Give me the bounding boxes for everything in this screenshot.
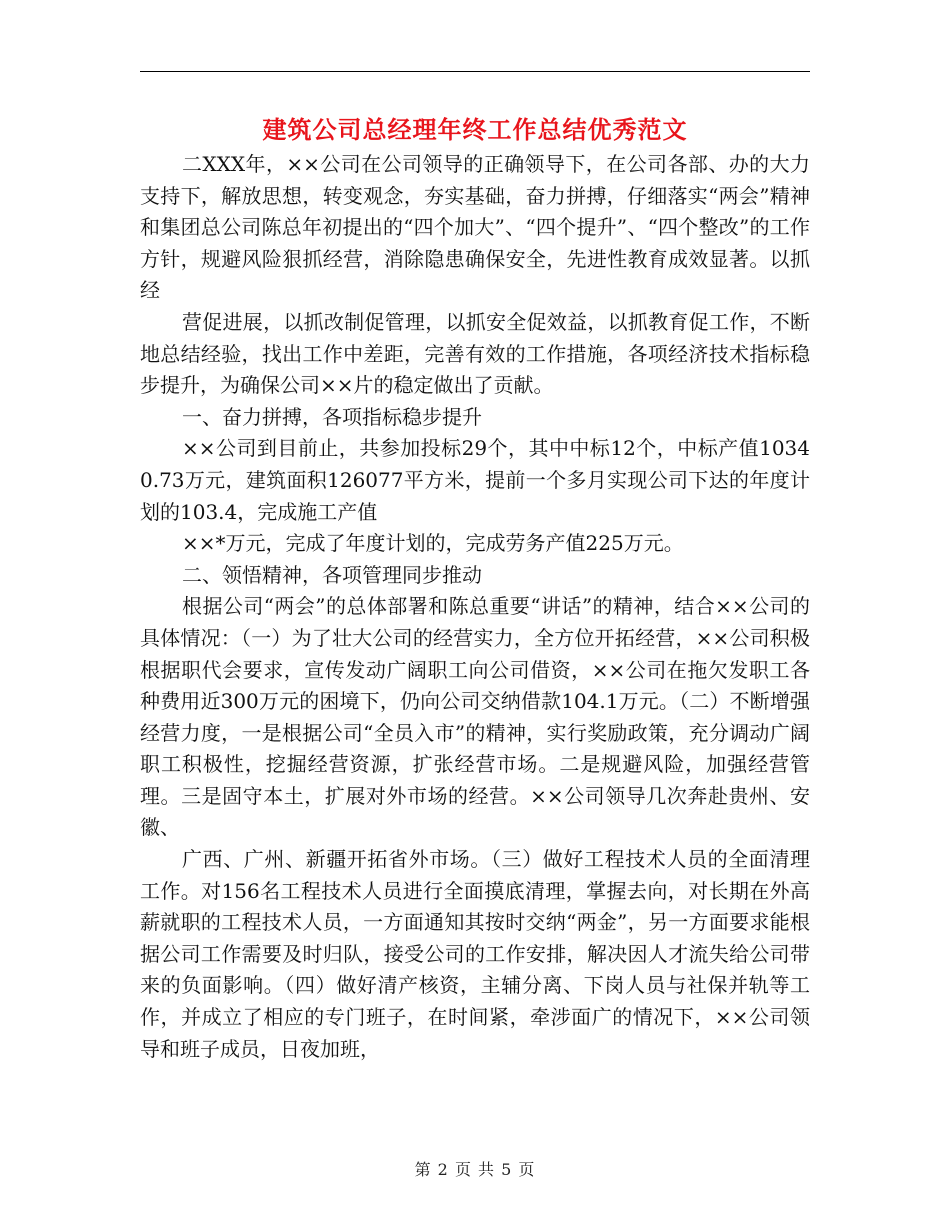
paragraph-intro-continued: 营促进展，以抓改制促管理，以抓安全促效益，以抓教育促工作，不断地总结经验，找出工作中差距，完善有效的工作措施，各项经济技术指标稳步提升，为确保公司××片的稳定做出了贡献。: [140, 309, 810, 398]
page-footer: 第 2 页 共 5 页: [414, 1160, 536, 1179]
section-heading-1: 一、奋力拼搏，各项指标稳步提升: [182, 404, 482, 429]
section-heading-2: 二、领悟精神，各项管理同步推动: [182, 562, 482, 587]
paragraph-bidding: ××公司到目前止，共参加投标29个，其中中标12个，中标产值10340.73万元，建筑面积126077平方米，提前一个多月实现公司下达的年度计划的103.4，完成施工产值: [140, 436, 810, 524]
paragraph-output: ××*万元，完成了年度计划的，完成劳务产值225万元。: [182, 531, 684, 556]
document-body: [140, 149, 810, 1065]
paragraph-management: 根据公司“两会”的总体部署和陈总重要“讲话”的精神，结合××公司的具体情况：（一）为了壮大公司的经营实力，全方位开拓经营，××公司积极根据职代会要求，宣传发动广阔职工向公司借资，××公司在拖欠发职工各种费用近300万元的困境下，仍向公司交纳借款104.1万元。（二）不断增强经营力度，一是根据公司“全员入市”的精神，实行奖励政策，充分调动广阔职工积极性，挖掘经营资源，扩张经营市场。二是规避风险，加强经营管理。三是固守本土，扩展对外市场的经营。××公司领导几次奔赴贵州、安徽、: [140, 594, 810, 840]
header-rule: [140, 71, 810, 72]
paragraph-market: 广西、广州、新疆开拓省外市场。（三）做好工程技术人员的全面清理工作。对156名工程技术人员进行全面摸底清理，掌握去向，对长期在外高薪就职的工程技术人员，一方面通知其按时交纳“两金”，另一方面要求能根据公司工作需要及时归队，接受公司的工作安排，解决因人才流失给公司带来的负面影响。（四）做好清产核资，主辅分离、下岗人员与社保并轨等工作，并成立了相应的专门班子，在时间紧，牵涉面广的情况下，××公司领导和班子成员，日夜加班，: [140, 847, 810, 1061]
paragraph-intro: 二XXX年，××公司在公司领导的正确领导下，在公司各部、办的大力支持下，解放思想，转变观念，夯实基础，奋力拼搏，仔细落实“两会”精神和集团总公司陈总年初提出的“四个加大”、“四个提升”、“四个整改”的工作方针，规避风险狠抓经营，消除隐患确保安全，先进性教育成效显著。以抓经: [140, 152, 810, 303]
document-title: 建筑公司总经理年终工作总结优秀范文: [262, 115, 688, 144]
